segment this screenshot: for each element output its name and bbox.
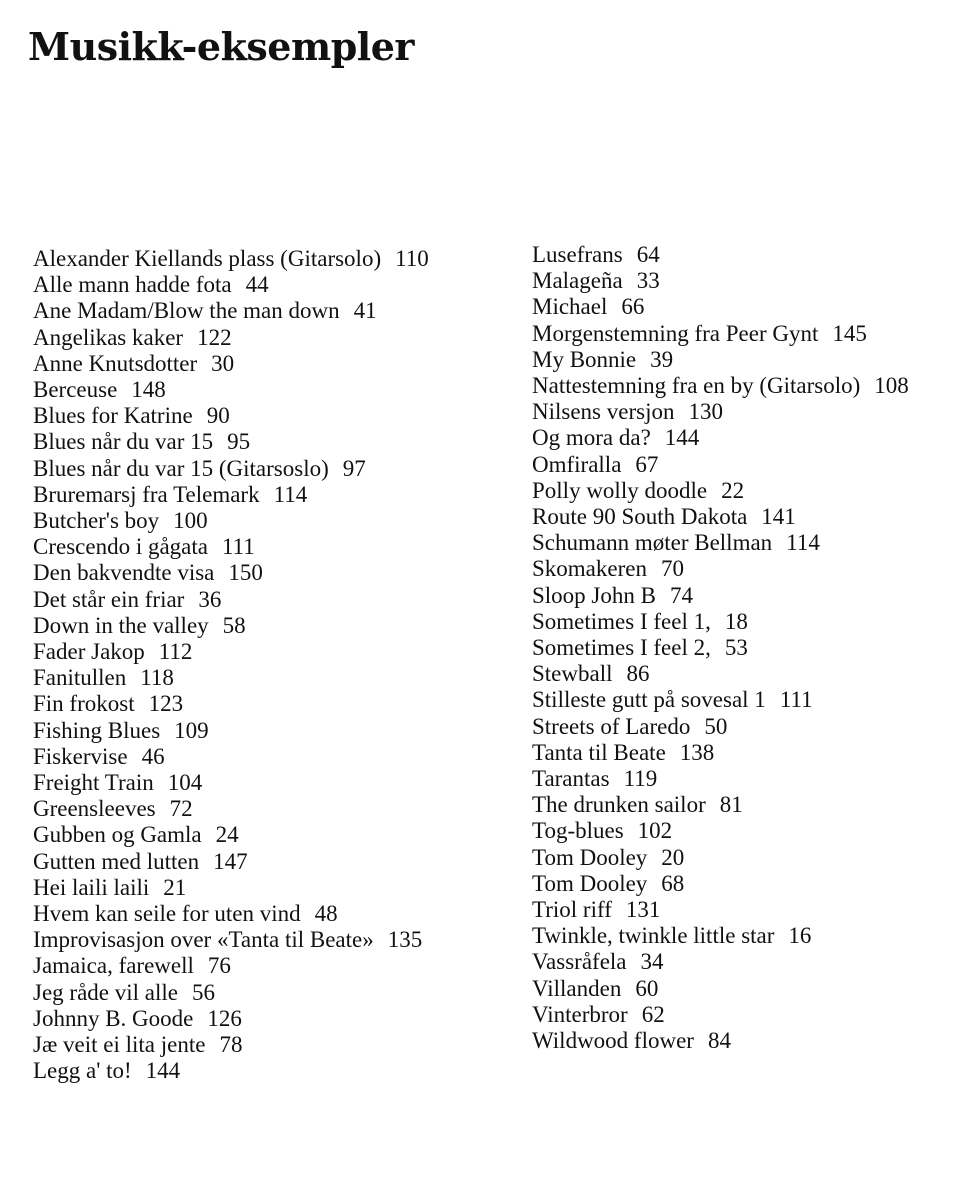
entry-title: Freight Train [33, 770, 154, 796]
index-entry [33, 246, 503, 272]
entry-page-number: 60 [635, 975, 659, 1001]
entry-title: Tog-blues [532, 818, 624, 844]
entry-title: Legg a' to! [33, 1058, 132, 1084]
entry-title: Sometimes I feel 2, [532, 635, 711, 661]
entry-page-number: 100 [173, 508, 208, 534]
entry-title: Fanitullen [33, 665, 127, 691]
entry-page-number: 41 [353, 298, 377, 324]
entry-title: Greensleeves [33, 796, 156, 822]
index-entry [532, 923, 956, 949]
entry-page-number: 58 [222, 612, 246, 638]
entry-title: Jæ veit ei lita jente [33, 1032, 206, 1058]
entry-page-number: 21 [163, 874, 187, 900]
entry-page-number: 81 [719, 792, 743, 818]
entry-page-number: 108 [874, 373, 909, 399]
entry-page-number: 123 [148, 691, 184, 717]
index-entry [532, 976, 956, 1002]
index-entry [33, 429, 503, 455]
entry-title: Schumann møter Bellman [532, 530, 773, 556]
entry-title: Twinkle, twinkle little star [532, 923, 775, 949]
entry-page-number: 122 [197, 324, 232, 350]
entry-page-number: 119 [623, 766, 658, 792]
entry-page-number: 22 [721, 477, 745, 503]
entry-title: Villanden [532, 975, 622, 1001]
index-entry [33, 1032, 503, 1058]
index-entry [33, 849, 503, 875]
index-entry [532, 321, 956, 347]
index-entry [33, 560, 503, 586]
entry-page-number: 67 [635, 451, 659, 477]
index-entry [33, 1058, 503, 1084]
entry-page-number: 66 [621, 294, 645, 320]
entry-page-number: 109 [174, 717, 209, 743]
entry-title: Vassråfela [532, 949, 627, 975]
entry-title: Tanta til Beate [532, 739, 666, 765]
entry-page-number: 141 [761, 504, 796, 530]
entry-title: Crescendo i gågata [33, 534, 208, 560]
entry-page-number: 112 [158, 639, 193, 665]
entry-page-number: 62 [641, 1001, 665, 1027]
index-entry [33, 875, 503, 901]
index-entry [33, 718, 503, 744]
entry-title: Malageña [532, 268, 623, 294]
entry-title: Wildwood flower [532, 1028, 694, 1054]
entry-page-number: 126 [207, 1005, 242, 1031]
entry-page-number: 104 [167, 770, 203, 796]
index-entry [33, 1006, 503, 1032]
index-entry [532, 635, 956, 661]
entry-title: Down in the valley [33, 612, 209, 638]
entry-title: Berceuse [33, 377, 118, 403]
entry-title: Gubben og Gamla [33, 822, 202, 848]
index-entry [532, 399, 956, 425]
index-entry [33, 770, 503, 796]
entry-title: Skomakeren [532, 556, 647, 582]
index-entry [532, 687, 956, 713]
index-entry [33, 482, 503, 508]
index-entry [532, 530, 956, 556]
entry-title: Fin frokost [33, 691, 135, 717]
entry-page-number: 24 [215, 822, 239, 848]
entry-page-number: 135 [387, 927, 423, 953]
index-entry [33, 927, 503, 953]
entry-title: Triol riff [532, 897, 612, 923]
entry-title: Den bakvendte visa [33, 560, 215, 586]
entry-page-number: 33 [636, 268, 660, 294]
entry-title: Tom Dooley [532, 844, 648, 870]
entry-title: Angelikas kaker [33, 324, 184, 350]
entry-title: Fishing Blues [33, 717, 161, 743]
entry-title: Nilsens versjon [532, 399, 675, 425]
entry-page-number: 86 [626, 661, 650, 687]
index-entry [33, 613, 503, 639]
index-entry [532, 242, 956, 268]
index-entry [33, 796, 503, 822]
index-entry [33, 325, 503, 351]
entry-title: Jamaica, farewell [33, 953, 194, 979]
entry-page-number: 114 [273, 481, 308, 507]
entry-page-number: 147 [213, 848, 248, 874]
index-entry [33, 377, 503, 403]
index-entry [33, 744, 503, 770]
entry-page-number: 70 [660, 556, 684, 582]
index-column-right [532, 242, 956, 1054]
index-entry [33, 272, 503, 298]
index-entry [532, 609, 956, 635]
entry-page-number: 110 [395, 246, 429, 271]
entry-page-number: 138 [679, 739, 715, 765]
index-entry [33, 691, 503, 717]
entry-title: Fiskervise [33, 743, 128, 769]
entry-page-number: 131 [625, 897, 661, 923]
entry-title: Route 90 South Dakota [532, 504, 748, 530]
entry-title: Sloop John B [532, 582, 656, 608]
entry-title: Gutten med lutten [33, 848, 200, 874]
entry-title: Det står ein friar [33, 586, 185, 612]
entry-title: Butcher's boy [33, 508, 160, 534]
entry-title: Sometimes I feel 1, [532, 608, 711, 634]
entry-title: Fader Jakop [33, 639, 145, 665]
entry-title: Jeg råde vil alle [33, 979, 178, 1005]
index-entry [33, 534, 503, 560]
entry-page-number: 48 [314, 901, 338, 927]
entry-page-number: 46 [141, 743, 165, 769]
entry-title: Alle mann hadde fota [33, 272, 232, 298]
entry-page-number: 53 [724, 635, 748, 661]
entry-title: Vinterbror [532, 1001, 628, 1027]
index-entry [532, 871, 956, 897]
index-entry [532, 504, 956, 530]
entry-page-number: 148 [131, 377, 166, 403]
index-entry [532, 1028, 956, 1054]
entry-title: The drunken sailor [532, 792, 706, 818]
index-entry [532, 425, 956, 451]
entry-page-number: 118 [140, 665, 174, 691]
index-entry [532, 1002, 956, 1028]
entry-page-number: 36 [198, 586, 222, 612]
index-entry [33, 351, 503, 377]
entry-page-number: 76 [207, 953, 231, 979]
entry-page-number: 74 [669, 582, 693, 608]
entry-title: Lusefrans [532, 242, 623, 267]
entry-title: Streets of Laredo [532, 713, 691, 739]
index-entry [33, 508, 503, 534]
entry-page-number: 68 [661, 870, 685, 896]
entry-page-number: 18 [724, 608, 748, 634]
entry-title: Bruremarsj fra Telemark [33, 481, 260, 507]
entry-page-number: 102 [637, 818, 673, 844]
entry-title: Omfiralla [532, 451, 622, 477]
entry-page-number: 39 [650, 346, 674, 372]
entry-page-number: 78 [219, 1032, 243, 1058]
index-entry [33, 822, 503, 848]
entry-page-number: 130 [688, 399, 723, 425]
index-entry [532, 766, 956, 792]
index-entry [532, 845, 956, 871]
entry-page-number: 16 [788, 923, 812, 949]
entry-title: Hvem kan seile for uten vind [33, 901, 301, 927]
entry-page-number: 97 [342, 455, 366, 481]
entry-page-number: 72 [169, 796, 193, 822]
entry-page-number: 150 [228, 560, 263, 586]
index-entry [33, 456, 503, 482]
index-entry [33, 901, 503, 927]
entry-title: Anne Knutsdotter [33, 350, 198, 376]
entry-title: My Bonnie [532, 346, 637, 372]
index-entry [532, 949, 956, 975]
entry-page-number: 144 [145, 1058, 181, 1084]
index-entry [33, 980, 503, 1006]
entry-title: Johnny B. Goode [33, 1005, 194, 1031]
index-entry [33, 403, 503, 429]
index-entry [532, 740, 956, 766]
entry-page-number: 56 [191, 979, 215, 1005]
index-entry [532, 714, 956, 740]
index-column-left [33, 246, 503, 1085]
entry-page-number: 145 [832, 320, 867, 346]
index-entry [532, 818, 956, 844]
index-entry [532, 452, 956, 478]
index-entry [33, 953, 503, 979]
index-entry [532, 556, 956, 582]
entry-page-number: 90 [206, 403, 230, 429]
entry-title: Nattestemning fra en by (Gitarsolo) [532, 373, 861, 399]
index-entry [33, 639, 503, 665]
entry-title: Hei laili laili [33, 874, 150, 900]
entry-title: Blues når du var 15 [33, 429, 214, 455]
entry-page-number: 114 [786, 530, 820, 556]
entry-title: Og mora da? [532, 425, 651, 451]
index-entry [532, 347, 956, 373]
entry-title: Blues når du var 15 (Gitarsoslo) [33, 455, 329, 481]
entry-title: Blues for Katrine [33, 403, 193, 429]
entry-title: Alexander Kiellands plass (Gitarsolo) [33, 246, 382, 271]
entry-title: Improvisasjon over «Tanta til Beate» [33, 927, 374, 953]
page-title: Musikk-eksempler [28, 24, 414, 69]
index-entry [532, 373, 956, 399]
entry-page-number: 50 [704, 713, 728, 739]
index-entry [532, 478, 956, 504]
index-entry [532, 583, 956, 609]
entry-title: Michael [532, 294, 608, 320]
entry-page-number: 20 [661, 844, 685, 870]
entry-page-number: 30 [211, 350, 235, 376]
entry-page-number: 64 [636, 242, 660, 267]
entry-title: Morgenstemning fra Peer Gynt [532, 320, 819, 346]
entry-title: Stilleste gutt på sovesal 1 [532, 687, 766, 713]
entry-page-number: 111 [221, 534, 255, 560]
entry-title: Polly wolly doodle [532, 477, 708, 503]
entry-page-number: 95 [227, 429, 251, 455]
index-entry [532, 792, 956, 818]
index-entry [33, 587, 503, 613]
index-entry [532, 661, 956, 687]
index-entry [532, 294, 956, 320]
index-entry [33, 665, 503, 691]
entry-page-number: 84 [707, 1028, 731, 1054]
entry-page-number: 34 [640, 949, 664, 975]
entry-title: Tarantas [532, 766, 610, 792]
index-entry [33, 298, 503, 324]
entry-page-number: 111 [779, 687, 813, 713]
index-entry [532, 268, 956, 294]
entry-title: Stewball [532, 661, 613, 687]
entry-title: Ane Madam/Blow the man down [33, 298, 340, 324]
index-entry [532, 897, 956, 923]
entry-page-number: 144 [664, 425, 700, 451]
entry-title: Tom Dooley [532, 870, 648, 896]
entry-page-number: 44 [245, 272, 269, 298]
